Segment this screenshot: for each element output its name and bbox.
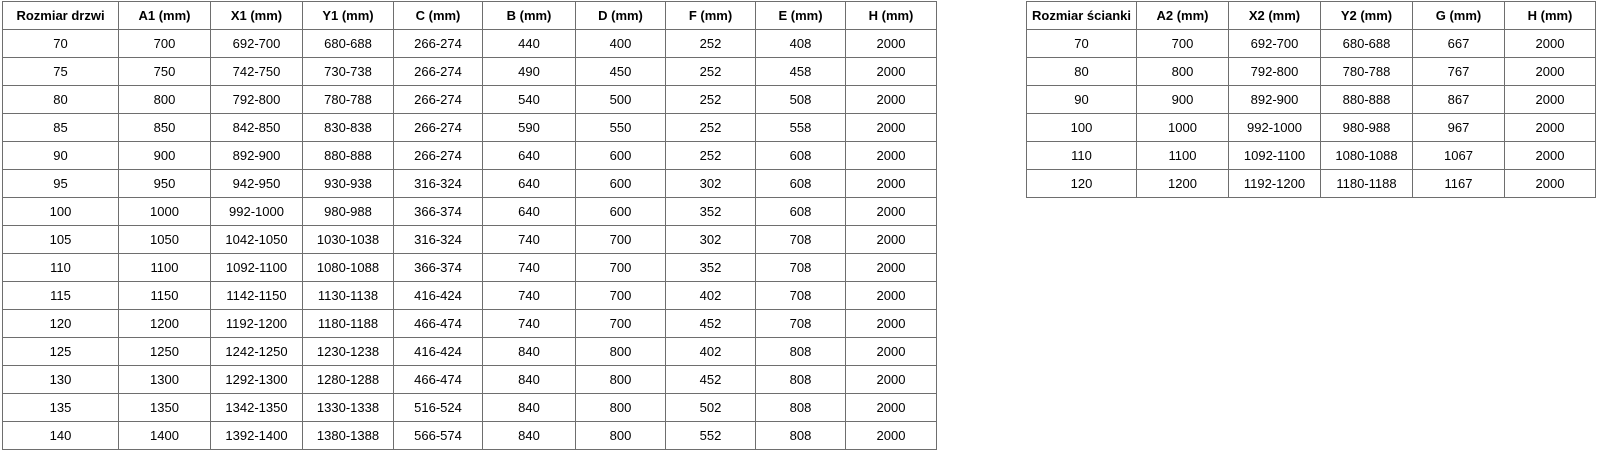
table-cell: 840 — [483, 394, 576, 422]
table-cell: 708 — [756, 254, 846, 282]
table-row — [3, 114, 937, 142]
table-cell: 1350 — [119, 394, 211, 422]
table-cell: 1200 — [1137, 170, 1229, 198]
header-cell: C (mm) — [394, 2, 483, 30]
table-cell: 450 — [576, 58, 666, 86]
table-cell: 502 — [666, 394, 756, 422]
door-size-table — [2, 1, 937, 450]
table-cell: 516-524 — [394, 394, 483, 422]
table-cell: 366-374 — [394, 254, 483, 282]
table-cell: 867 — [1413, 86, 1505, 114]
table-cell: 692-700 — [211, 30, 303, 58]
table-cell: 740 — [483, 282, 576, 310]
table-cell: 125 — [3, 338, 119, 366]
table-cell: 740 — [483, 226, 576, 254]
table-cell: 1330-1338 — [303, 394, 394, 422]
table-cell: 110 — [1027, 142, 1137, 170]
table-cell: 680-688 — [1321, 30, 1413, 58]
table-cell: 1380-1388 — [303, 422, 394, 450]
table-cell: 792-800 — [1229, 58, 1321, 86]
table-cell: 880-888 — [1321, 86, 1413, 114]
table-cell: 980-988 — [1321, 114, 1413, 142]
table-cell: 1100 — [119, 254, 211, 282]
table-cell: 692-700 — [1229, 30, 1321, 58]
table-cell: 105 — [3, 226, 119, 254]
table-cell: 2000 — [846, 254, 937, 282]
table-cell: 80 — [1027, 58, 1137, 86]
table-cell: 416-424 — [394, 282, 483, 310]
table-cell: 552 — [666, 422, 756, 450]
table-row — [1027, 86, 1596, 114]
table-cell: 1030-1038 — [303, 226, 394, 254]
table-cell: 540 — [483, 86, 576, 114]
table-row — [1027, 30, 1596, 58]
wall-size-table — [1026, 1, 1596, 198]
table-cell: 1167 — [1413, 170, 1505, 198]
table-row — [1027, 58, 1596, 86]
table-cell: 1150 — [119, 282, 211, 310]
header-cell: A2 (mm) — [1137, 2, 1229, 30]
table-cell: 252 — [666, 114, 756, 142]
table-cell: 800 — [576, 338, 666, 366]
table-cell: 892-900 — [211, 142, 303, 170]
table-cell: 640 — [483, 142, 576, 170]
table-cell: 1200 — [119, 310, 211, 338]
table-row — [3, 422, 937, 450]
table-cell: 1192-1200 — [1229, 170, 1321, 198]
table-cell: 1180-1188 — [1321, 170, 1413, 198]
table-cell: 980-988 — [303, 198, 394, 226]
table-cell: 1280-1288 — [303, 366, 394, 394]
table-cell: 1080-1088 — [1321, 142, 1413, 170]
table-cell: 840 — [483, 338, 576, 366]
header-cell: Y1 (mm) — [303, 2, 394, 30]
table-cell: 466-474 — [394, 366, 483, 394]
table-cell: 740 — [483, 310, 576, 338]
table-cell: 130 — [3, 366, 119, 394]
table-cell: 880-888 — [303, 142, 394, 170]
table-cell: 266-274 — [394, 142, 483, 170]
table-cell: 700 — [119, 30, 211, 58]
table-cell: 1092-1100 — [1229, 142, 1321, 170]
header-cell: A1 (mm) — [119, 2, 211, 30]
table-cell: 2000 — [1505, 58, 1596, 86]
table-cell: 566-574 — [394, 422, 483, 450]
table-cell: 950 — [119, 170, 211, 198]
table-cell: 252 — [666, 30, 756, 58]
table-cell: 1400 — [119, 422, 211, 450]
table-cell: 115 — [3, 282, 119, 310]
table-cell: 608 — [756, 170, 846, 198]
table-cell: 600 — [576, 142, 666, 170]
table-cell: 90 — [1027, 86, 1137, 114]
table-cell: 600 — [576, 170, 666, 198]
table-cell: 2000 — [1505, 142, 1596, 170]
table-cell: 792-800 — [211, 86, 303, 114]
table-cell: 1092-1100 — [211, 254, 303, 282]
table-cell: 352 — [666, 254, 756, 282]
table-cell: 780-788 — [1321, 58, 1413, 86]
table-cell: 2000 — [846, 86, 937, 114]
table-cell: 2000 — [846, 338, 937, 366]
table-cell: 110 — [3, 254, 119, 282]
table-row — [3, 310, 937, 338]
table-cell: 800 — [119, 86, 211, 114]
table-cell: 2000 — [846, 114, 937, 142]
table-cell: 70 — [3, 30, 119, 58]
table-row — [3, 198, 937, 226]
table-cell: 708 — [756, 310, 846, 338]
table-cell: 252 — [666, 58, 756, 86]
table-cell: 700 — [576, 282, 666, 310]
table-row — [3, 338, 937, 366]
table-cell: 458 — [756, 58, 846, 86]
table-cell: 590 — [483, 114, 576, 142]
table-cell: 780-788 — [303, 86, 394, 114]
table-cell: 1392-1400 — [211, 422, 303, 450]
table-cell: 600 — [576, 198, 666, 226]
table-cell: 1130-1138 — [303, 282, 394, 310]
table-cell: 2000 — [846, 170, 937, 198]
table-cell: 1000 — [1137, 114, 1229, 142]
header-row — [3, 2, 937, 30]
header-cell: Rozmiar drzwi — [3, 2, 119, 30]
table-cell: 402 — [666, 338, 756, 366]
table-cell: 2000 — [846, 310, 937, 338]
table-cell: 400 — [576, 30, 666, 58]
table-cell: 1142-1150 — [211, 282, 303, 310]
table-cell: 700 — [576, 226, 666, 254]
table-cell: 808 — [756, 366, 846, 394]
table-cell: 85 — [3, 114, 119, 142]
table-cell: 2000 — [846, 142, 937, 170]
table-cell: 402 — [666, 282, 756, 310]
table-cell: 1300 — [119, 366, 211, 394]
table-cell: 2000 — [846, 366, 937, 394]
table-cell: 1000 — [119, 198, 211, 226]
table-cell: 440 — [483, 30, 576, 58]
header-cell: X2 (mm) — [1229, 2, 1321, 30]
table-cell: 100 — [1027, 114, 1137, 142]
table-cell: 750 — [119, 58, 211, 86]
header-cell: H (mm) — [1505, 2, 1596, 30]
table-cell: 316-324 — [394, 170, 483, 198]
table-cell: 700 — [1137, 30, 1229, 58]
table-cell: 490 — [483, 58, 576, 86]
table-cell: 800 — [576, 422, 666, 450]
table-cell: 550 — [576, 114, 666, 142]
header-cell: F (mm) — [666, 2, 756, 30]
table-cell: 608 — [756, 142, 846, 170]
table-cell: 302 — [666, 170, 756, 198]
table-cell: 800 — [576, 366, 666, 394]
table-cell: 2000 — [846, 198, 937, 226]
table-cell: 302 — [666, 226, 756, 254]
table-row — [3, 226, 937, 254]
table-cell: 366-374 — [394, 198, 483, 226]
header-cell: D (mm) — [576, 2, 666, 30]
table-row — [1027, 142, 1596, 170]
header-cell: Rozmiar ścianki — [1027, 2, 1137, 30]
table-cell: 850 — [119, 114, 211, 142]
table-cell: 316-324 — [394, 226, 483, 254]
table-cell: 608 — [756, 198, 846, 226]
table-cell: 500 — [576, 86, 666, 114]
table-cell: 2000 — [1505, 30, 1596, 58]
table-row — [3, 86, 937, 114]
table-cell: 2000 — [1505, 86, 1596, 114]
table-cell: 2000 — [846, 226, 937, 254]
table-cell: 466-474 — [394, 310, 483, 338]
table-cell: 266-274 — [394, 58, 483, 86]
table-cell: 70 — [1027, 30, 1137, 58]
table-row — [3, 366, 937, 394]
table-cell: 266-274 — [394, 30, 483, 58]
table-cell: 900 — [1137, 86, 1229, 114]
table-cell: 508 — [756, 86, 846, 114]
table-cell: 1230-1238 — [303, 338, 394, 366]
header-row — [1027, 2, 1596, 30]
table-cell: 892-900 — [1229, 86, 1321, 114]
table-cell: 992-1000 — [211, 198, 303, 226]
table-cell: 266-274 — [394, 86, 483, 114]
table-cell: 2000 — [846, 394, 937, 422]
table-cell: 808 — [756, 422, 846, 450]
table-cell: 767 — [1413, 58, 1505, 86]
table-cell: 2000 — [846, 282, 937, 310]
table-cell: 640 — [483, 170, 576, 198]
table-cell: 700 — [576, 310, 666, 338]
table-cell: 808 — [756, 338, 846, 366]
table-cell: 930-938 — [303, 170, 394, 198]
header-cell: H (mm) — [846, 2, 937, 30]
table-cell: 1242-1250 — [211, 338, 303, 366]
table-cell: 808 — [756, 394, 846, 422]
table-cell: 840 — [483, 422, 576, 450]
table-cell: 135 — [3, 394, 119, 422]
table-cell: 252 — [666, 86, 756, 114]
table-cell: 2000 — [1505, 114, 1596, 142]
table-cell: 2000 — [846, 422, 937, 450]
table-cell: 120 — [3, 310, 119, 338]
table-cell: 452 — [666, 310, 756, 338]
table-row — [1027, 114, 1596, 142]
table-cell: 708 — [756, 226, 846, 254]
table-cell: 667 — [1413, 30, 1505, 58]
header-cell: B (mm) — [483, 2, 576, 30]
table-cell: 1342-1350 — [211, 394, 303, 422]
table-cell: 408 — [756, 30, 846, 58]
table-row — [3, 254, 937, 282]
table-cell: 1067 — [1413, 142, 1505, 170]
table-cell: 742-750 — [211, 58, 303, 86]
table-cell: 1080-1088 — [303, 254, 394, 282]
table-row — [3, 30, 937, 58]
table-cell: 730-738 — [303, 58, 394, 86]
table-cell: 900 — [119, 142, 211, 170]
table-row — [3, 58, 937, 86]
table-cell: 740 — [483, 254, 576, 282]
table-cell: 2000 — [1505, 170, 1596, 198]
table-cell: 1100 — [1137, 142, 1229, 170]
table-cell: 100 — [3, 198, 119, 226]
table-cell: 830-838 — [303, 114, 394, 142]
table-cell: 416-424 — [394, 338, 483, 366]
header-cell: E (mm) — [756, 2, 846, 30]
table-row — [3, 394, 937, 422]
header-cell: X1 (mm) — [211, 2, 303, 30]
table-cell: 1250 — [119, 338, 211, 366]
table-cell: 90 — [3, 142, 119, 170]
table-cell: 266-274 — [394, 114, 483, 142]
table-cell: 708 — [756, 282, 846, 310]
table-cell: 992-1000 — [1229, 114, 1321, 142]
table-cell: 558 — [756, 114, 846, 142]
table-cell: 1180-1188 — [303, 310, 394, 338]
table-cell: 1292-1300 — [211, 366, 303, 394]
table-cell: 95 — [3, 170, 119, 198]
table-row — [3, 282, 937, 310]
table-cell: 967 — [1413, 114, 1505, 142]
table-cell: 680-688 — [303, 30, 394, 58]
table-row — [1027, 170, 1596, 198]
table-cell: 75 — [3, 58, 119, 86]
table-cell: 700 — [576, 254, 666, 282]
table-cell: 800 — [1137, 58, 1229, 86]
table-cell: 1042-1050 — [211, 226, 303, 254]
table-cell: 800 — [576, 394, 666, 422]
table-cell: 840 — [483, 366, 576, 394]
table-cell: 80 — [3, 86, 119, 114]
header-cell: G (mm) — [1413, 2, 1505, 30]
table-cell: 640 — [483, 198, 576, 226]
table-cell: 2000 — [846, 30, 937, 58]
table-row — [3, 170, 937, 198]
table-cell: 1050 — [119, 226, 211, 254]
table-cell: 1192-1200 — [211, 310, 303, 338]
table-cell: 452 — [666, 366, 756, 394]
table-cell: 942-950 — [211, 170, 303, 198]
table-cell: 120 — [1027, 170, 1137, 198]
header-cell: Y2 (mm) — [1321, 2, 1413, 30]
table-cell: 140 — [3, 422, 119, 450]
table-cell: 252 — [666, 142, 756, 170]
table-cell: 352 — [666, 198, 756, 226]
table-cell: 2000 — [846, 58, 937, 86]
table-cell: 842-850 — [211, 114, 303, 142]
table-row — [3, 142, 937, 170]
